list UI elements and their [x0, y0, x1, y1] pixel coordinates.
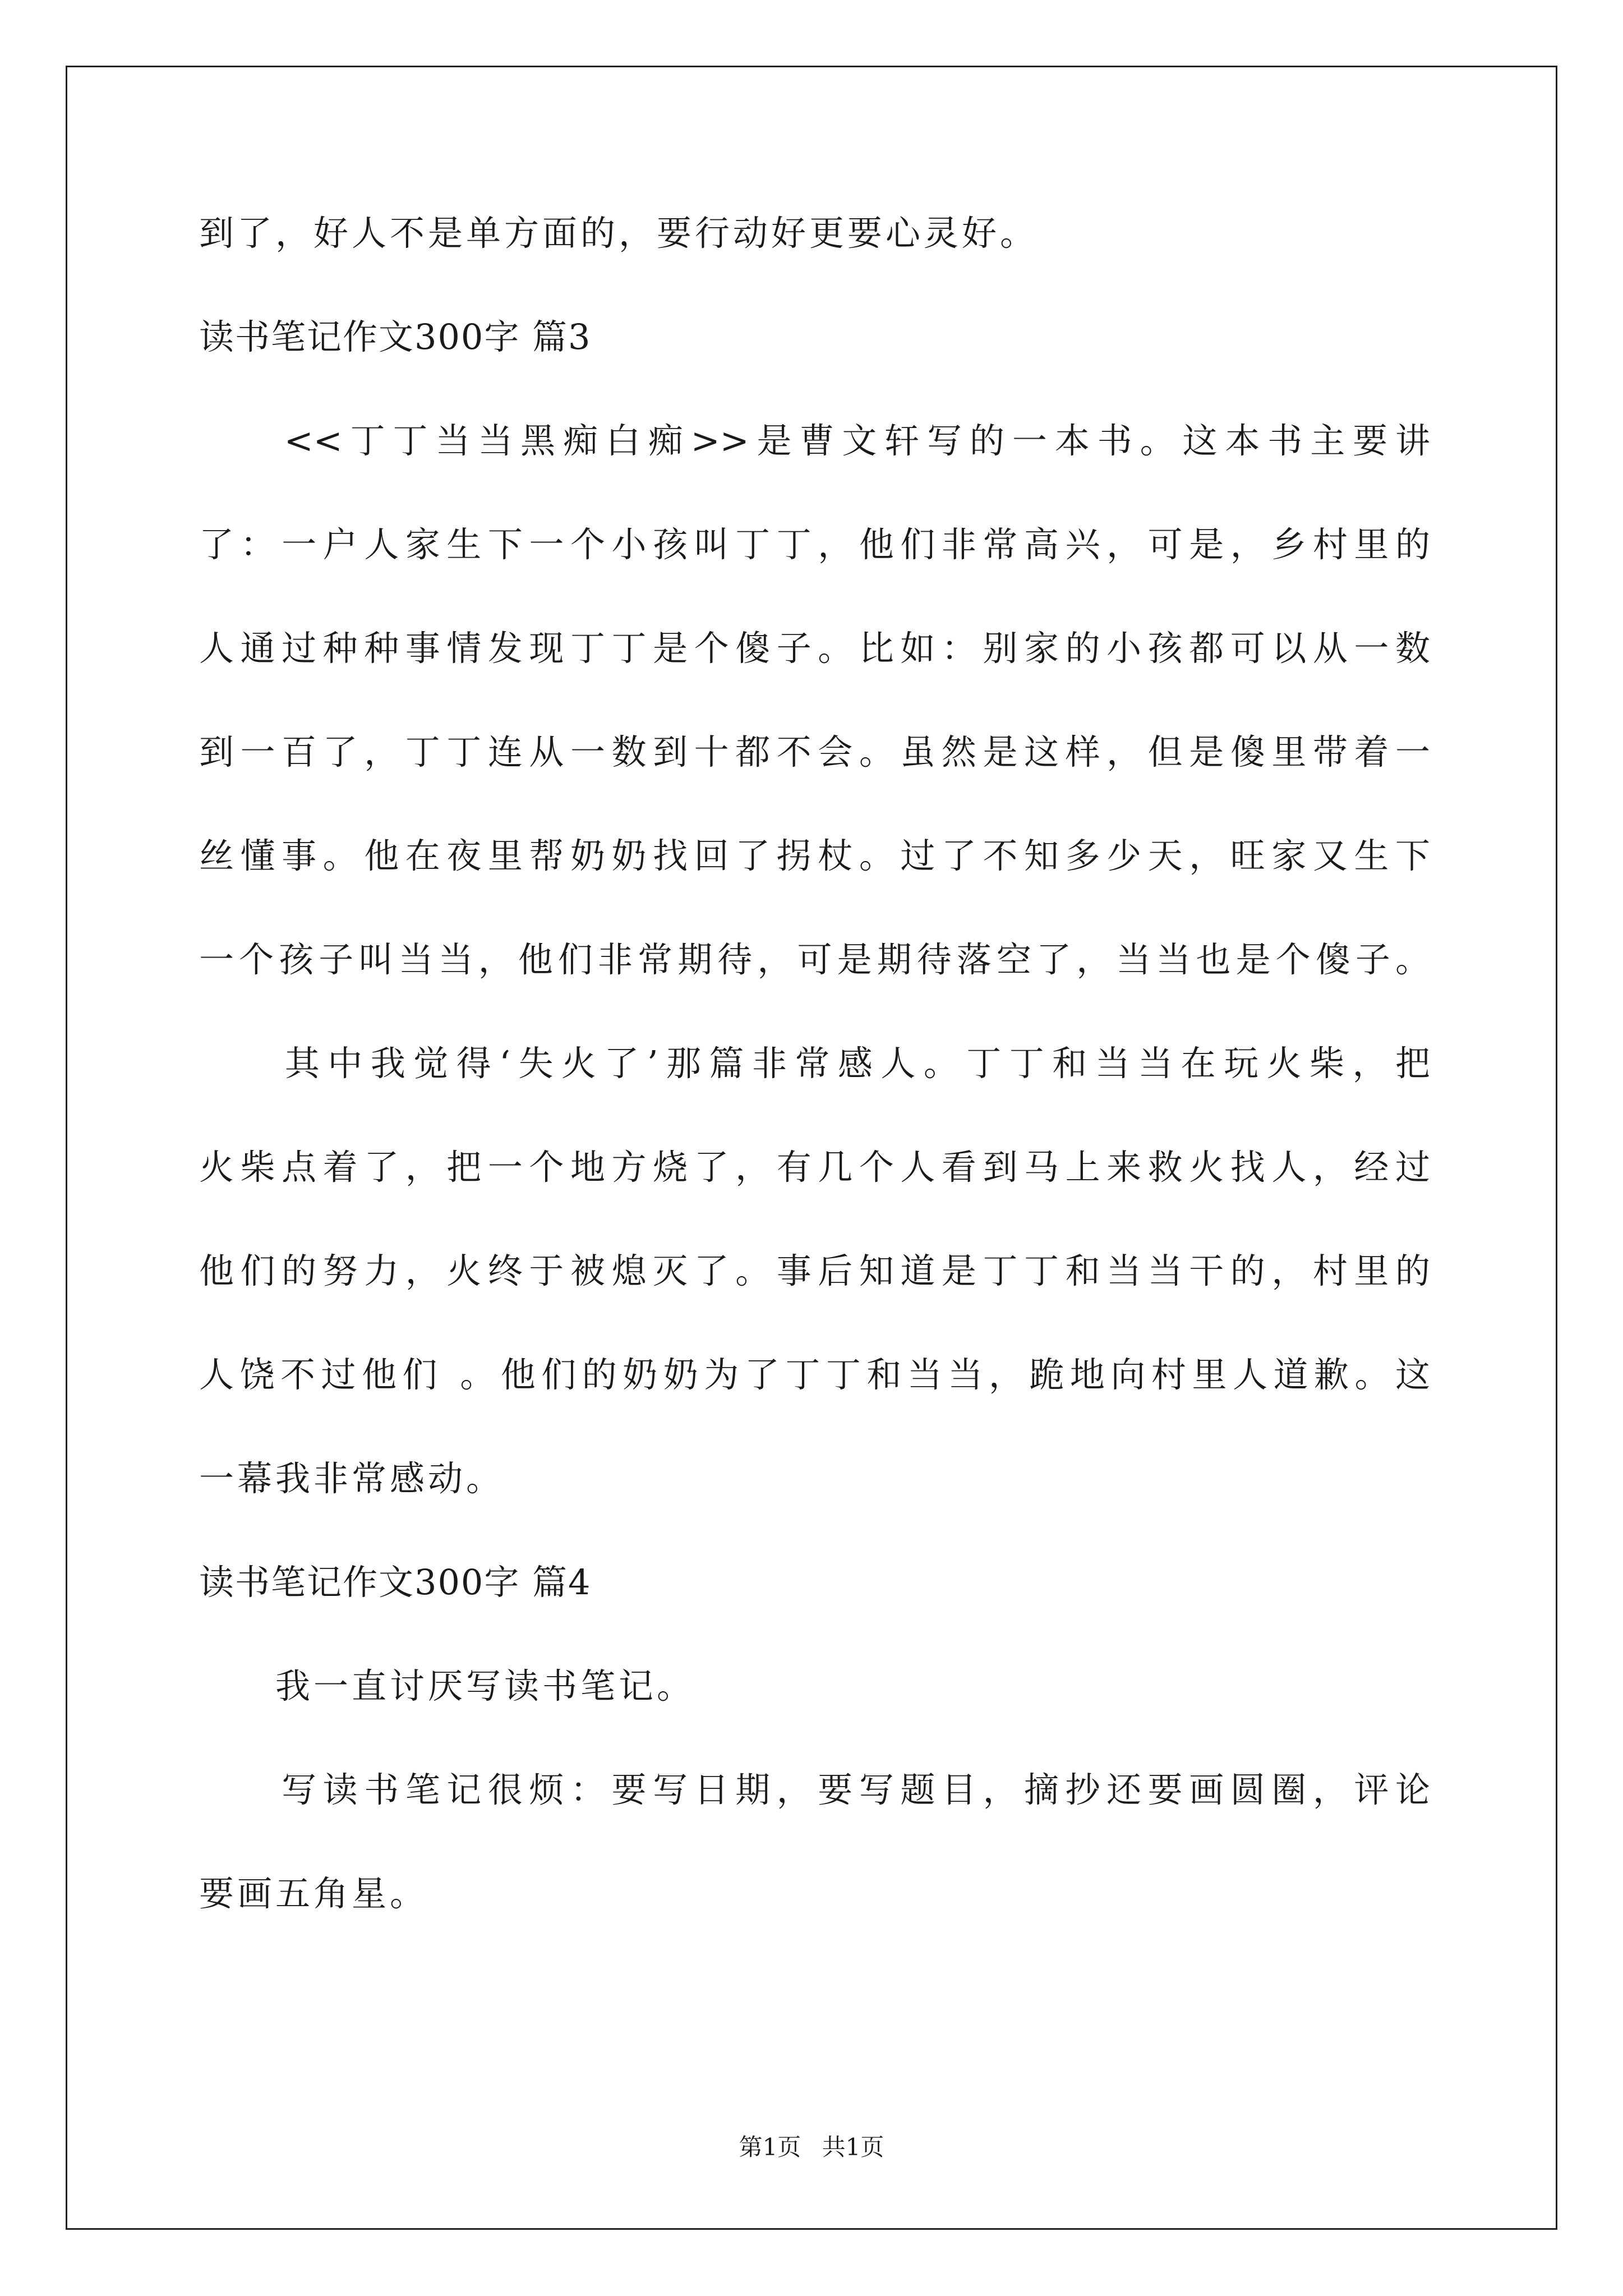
paragraph-line: 火柴点着了，把一个地方烧了，有几个人看到马上来救火找人，经过: [199, 1147, 1430, 1188]
paragraph-line: 我一直讨厌写读书笔记。: [199, 1665, 695, 1706]
paragraph-line: 人饶不过他们 。他们的奶奶为了丁丁和当当，跪地向村里人道歉。这: [199, 1354, 1430, 1395]
paragraph-line: 丝懂事。他在夜里帮奶奶找回了拐杖。过了不知多少天，旺家又生下: [199, 835, 1430, 876]
paragraph-line: 写读书笔记很烦：要写日期，要写题目，摘抄还要画圆圈，评论: [199, 1769, 1430, 1810]
page-footer: [0, 2129, 1623, 2162]
paragraph-line: 一个孩子叫当当，他们非常期待，可是期待落空了，当当也是个傻子。: [199, 939, 1430, 980]
paragraph-line: 他们的努力，火终于被熄灭了。事后知道是丁丁和当当干的，村里的: [199, 1250, 1430, 1291]
section-heading: 读书笔记作文300字 篇4: [199, 1562, 592, 1603]
page-total: 共1页: [822, 2133, 884, 2161]
paragraph-line: 到一百了，丁丁连从一数到十都不会。虽然是这样，但是傻里带着一: [199, 731, 1430, 772]
paragraph-line: 人通过种种事情发现丁丁是个傻子。比如：别家的小孩都可以从一数: [199, 628, 1430, 669]
paragraph-line: 其中我觉得‘失火了’那篇非常感人。丁丁和当当在玩火柴，把: [199, 1043, 1430, 1084]
section-heading: 读书笔记作文300字 篇3: [199, 316, 592, 357]
paragraph-line: 了：一户人家生下一个小孩叫丁丁，他们非常高兴，可是，乡村里的: [199, 524, 1430, 565]
paragraph-line: 到了，好人不是单方面的，要行动好更要心灵好。: [199, 213, 1039, 254]
paragraph-line: 要画五角星。: [199, 1873, 428, 1914]
paragraph-line: 一幕我非常感动。: [199, 1458, 505, 1499]
page-number: 第1页: [739, 2133, 801, 2161]
paragraph-line: <<丁丁当当黑痴白痴>>是曹文轩写的一本书。这本书主要讲: [199, 420, 1430, 461]
